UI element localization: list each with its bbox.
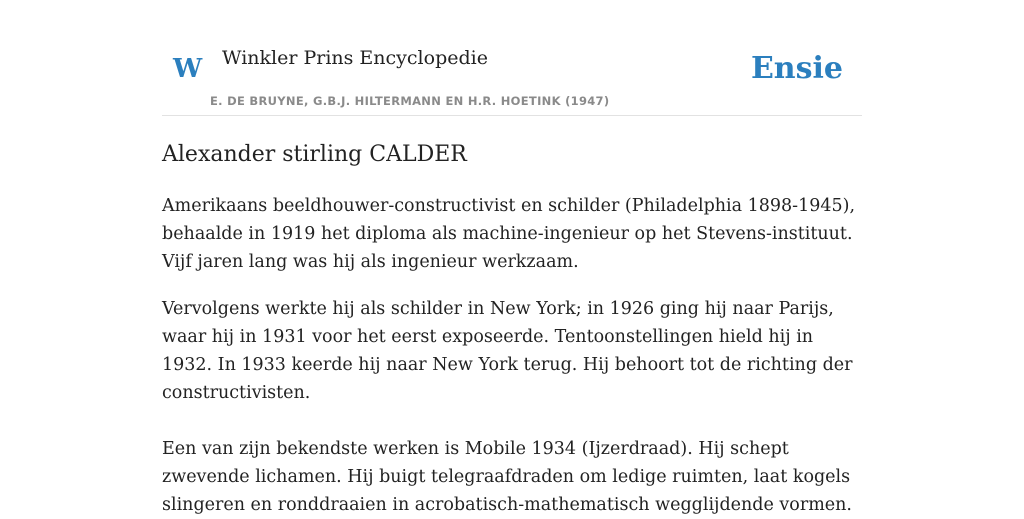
publication-authors: E. DE BRUYNE, G.B.J. HILTERMANN EN H.R. HOETINK (1947): [210, 94, 610, 108]
winkler-prins-logo-icon[interactable]: W: [173, 54, 203, 84]
article-body: [162, 138, 862, 519]
site-header: [162, 0, 862, 116]
article-paragraph-1: Amerikaans beeldhouwer-constructivist en schilder (Philadelphia 1898-1945), behaalde in 1919 het diploma als machine-ingenieur op het Stevens-instituut. Vijf jaren lang was hij als ingenieur werkzaam.: [162, 196, 856, 272]
ensie-brand-logo[interactable]: Ensie: [750, 51, 843, 86]
article-paragraph-3: Een van zijn bekendste werken is Mobile 1934 (Ijzerdraad). Hij schept zwevende lichamen. Hij buigt telegraafdraden om ledige ruimten, laat kogels slingeren en ronddraaien in acrobatisch-mathematisch wegglijdende vormen.: [162, 439, 852, 515]
article-title: Alexander stirling CALDER: [162, 142, 467, 167]
publication-title[interactable]: Winkler Prins Encyclopedie: [222, 47, 488, 69]
article-paragraph-2: Vervolgens werkte hij als schilder in New York; in 1926 ging hij naar Parijs, waar hij in 1931 voor het eerst exposeerde. Tentoonstellingen hield hij in 1932. In 1933 keerde hij naar New York terug. Hij behoort tot de richting der constructivisten.: [162, 299, 853, 403]
